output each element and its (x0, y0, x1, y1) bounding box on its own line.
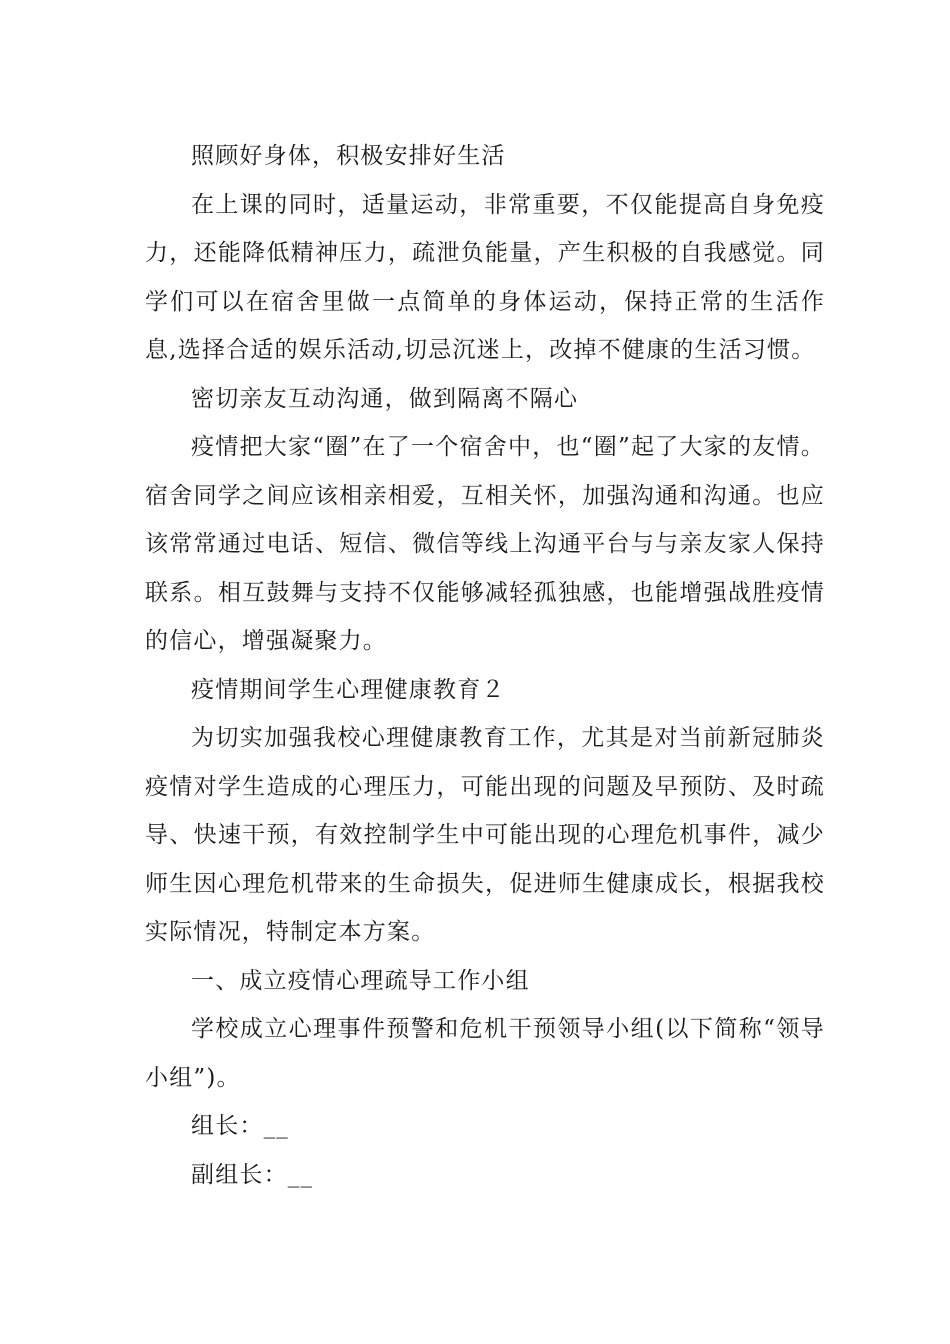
paragraph-purpose: 为切实加强我校心理健康教育工作，尤其是对当前新冠肺炎疫情对学生造成的心理压力，可能出现的问题及早预防、及时疏导、快速干预，有效控制学生中可能出现的心理危机事件，减少师生因心理危机带来的生命损失，促进师生健康成长，根据我校实际情况，特制定本方案。 (145, 725, 825, 945)
section-heading-education-2: 疫情期间学生心理健康教育２ (191, 676, 506, 703)
paragraph-exercise: 在上课的同时，适量运动，非常重要，不仅能提高自身免疫力，还能降低精神压力，疏泄负能量，产生积极的自我感觉。同学们可以在宿舍里做一点简单的身体运动，保持正常的生活作息,选择合适的娱乐活动,切忌沉迷上，改掉不健康的生活习惯。 (145, 191, 825, 363)
paragraph-friendship: 疫情把大家“圈”在了一个宿舍中，也“圈”起了大家的友情。宿舍同学之间应该相亲相爱，互相关怀，加强沟通和沟通。也应该常常通过电话、短信、微信等线上沟通平台与与亲友家人保持联系。相互鼓舞与支持不仅能够减轻孤独感，也能增强战胜疫情的信心，增强凝聚力。 (145, 434, 825, 654)
paragraph-leadership-group: 学校成立心理事件预警和危机干预领导小组(以下简称“领导小组”)。 (145, 1016, 825, 1091)
deputy-leader-line: 副组长：__ (191, 1161, 314, 1188)
group-leader-line: 组长：__ (191, 1113, 289, 1139)
section-heading-communication: 密切亲友互动沟通，做到隔离不隔心 (191, 385, 579, 412)
section-heading-working-group: 一、成立疫情心理疏导工作小组 (191, 967, 530, 994)
document-body (145, 132, 825, 1199)
section-heading-body-care: 照顾好身体，积极安排好生活 (191, 143, 506, 169)
